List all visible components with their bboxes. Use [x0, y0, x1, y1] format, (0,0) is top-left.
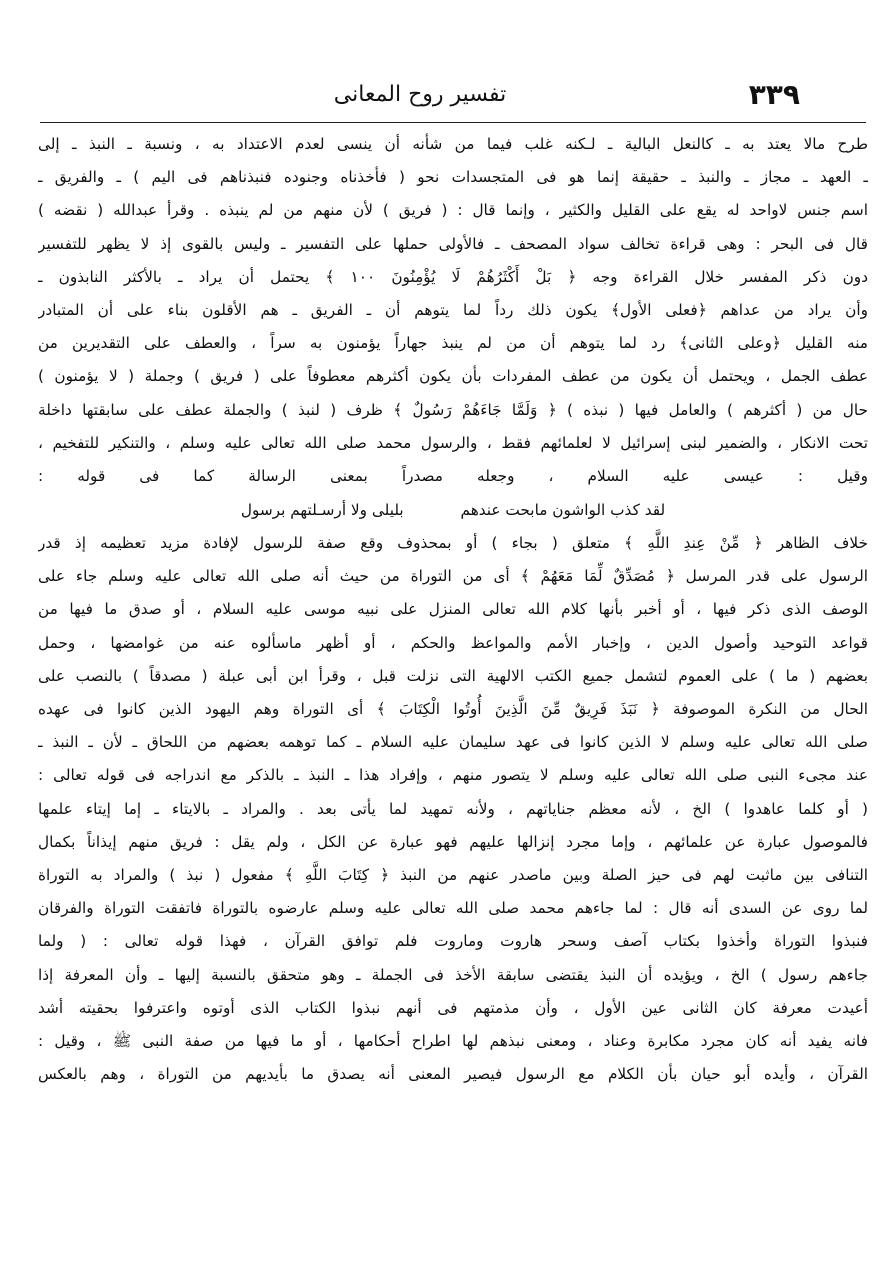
- text-line: بعضهم ( ما ) على العموم لتشمل جميع الكتب الالهية التى نزلت قبل ، وقرأ ابن أبى عبلة ( مصدقاً ) بالنصب على: [38, 666, 868, 685]
- text-line: خلاف الظاهر ﴿ مِّنْ عِندِ اللَّهِ ﴾ متعلق ( بجاء ) أو بمحذوف وقع صفة للرسول لإفادة مزيد تعظيمه إذ قدر: [38, 534, 868, 553]
- text-line: الرسول على قدر المرسل ﴿ مُصَدِّقٌ لِّمَا مَعَهُمْ ﴾ أى من التوراة من حيث أنه صلى الله تعالى عليه وسلم جاء على: [38, 567, 868, 586]
- text-line: قال فى البحر : وهى قراءة تخالف سواد المصحف ـ فالأولى حملها على التفسير ـ وليس بالقوى إذ لا يظهر للتفسير: [38, 234, 868, 253]
- text-line: الحال من النكرة الموصوفة ﴿ نَبَذَ فَرِيقٌ مِّنَ الَّذِينَ أُوتُوا الْكِتَابَ ﴾ أى التوراة وهم اليهود الذين كانوا فى عهده: [38, 700, 868, 718]
- text-line: صلى الله تعالى عليه وسلم لا الذين كانوا فى عهد سليمان عليه السلام ـ كما توهمه بعضهم من اللحاق ـ لأن ـ النبذ ـ: [38, 733, 868, 752]
- text-line: فانه يفيد أنه كان مجرد مكابرة وعناد ، ومعنى نبذهم لها اطراح أحكامها ، أو ما فيها من صفة النبى ﷺ ، وقيل :: [38, 1031, 868, 1050]
- text-line: منه القليل ﴿وعلى الثانى﴾ رد لما يتوهم أن من لم ينبذ جهاراً يؤمنون به سراً ، والعطف على التقديرين من: [38, 334, 868, 353]
- text-line: دون ذكر المفسر خلال القراءة وجه ﴿ بَلْ أَكْثَرُهُمْ لَا يُؤْمِنُونَ ١٠٠ ﴾ يحتمل أن يراد ـ بالأكثر النابذون ـ: [38, 267, 868, 286]
- text-line: جاءهم رسول ) الخ ، ويؤيده أن النبذ يقتضى سابقة الأخذ فى الجملة ـ وهو متحقق بالنسبة إليها ـ وأن المعرفة إذا: [38, 965, 868, 984]
- running-title: تفسير روح المعانى: [333, 82, 507, 107]
- header-rule: [40, 122, 866, 123]
- text-line: تحت الانكار ، والضمير لبنى إسرائيل لا لعلمائهم فقط ، والرسول محمد صلى الله تعالى عليه وسلم ، والتنكير للتفخيم ،: [38, 433, 868, 452]
- text-line: ـ العهد ـ مجاز ـ والنبذ ـ حقيقة إنما هو فى المتجسدات نحو ( فأخذناه وجنوده فنبذناهم فى اليم ) ـ والفريق ـ: [38, 168, 868, 187]
- text-line: وأن يراد من عداهم ﴿فعلى الأول﴾ يكون ذلك رداً لما يتوهم أن ـ الفريق ـ هم الأقلون بناء على أن المتبادر: [38, 300, 868, 319]
- text-line: عطف الجمل ، ويحتمل أن يكون من عطف المفردات بأن يكون أكثرهم معطوفاً على ( فريق ) وجملة ( لا يؤمنون ): [38, 367, 868, 386]
- text-line: فالموصول عبارة عن علمائهم ، وإما مجرد إنزالها عليهم فهو عبارة عن الكل ، ولم يقل : فريق منهم إيذاناً بكمال: [38, 832, 868, 851]
- text-line: التنافى بين ماثبت لهم فى حيز الصلة وبين ماصدر عنهم من النبذ ﴿ كِتَابَ اللَّهِ ﴾ مفعول ( نبذ ) والمراد به التوراة: [38, 865, 868, 884]
- verse-second-hemistich: بليلى ولا أرسـلتهم برسول: [240, 501, 404, 520]
- page-header: [40, 78, 800, 122]
- text-line: أعيدت معرفة كان الثانى عين الأول ، وأن مذمتهم فى أنهم نبذوا الكتاب الذى أوتوه واعترفوا بحقيته أشد: [38, 998, 868, 1017]
- page-body: [38, 128, 868, 1091]
- text-line: حال من ( أكثرهم ) والعامل فيها ( نبذه ) ﴿ وَلَمَّا جَاءَهُمْ رَسُولٌ ﴾ ظرف ( لنبذ ) والجملة عطف على سابقتها داخلة: [38, 400, 868, 419]
- text-line: وقيل : عيسى عليه السلام ، وجعله مصدراً بمعنى الرسالة كما فى قوله :: [38, 466, 868, 485]
- text-line: طرح مالا يعتد به ـ كالنعل البالية ـ لـكنه غلب فيما من شأنه أن ينسى لعدم الاعتداد به ، ونسبة ـ النبذ ـ إلى: [38, 135, 868, 153]
- verse-first-hemistich: لقد كذب الواشون مابحت عندهم: [460, 501, 666, 520]
- text-line: ( أو كلما عاهدوا ) الخ ، لأنه معظم جناياتهم ، ولأنه تمهيد لما يأتى بعد . والمراد ـ بالايتاء ـ إما إيتاء علمها: [38, 799, 868, 818]
- text-line: القرآن ، وأيده أبو حيان بأن الكلام مع الرسول فيصير المعنى أنه يصدق ما بأيديهم من التوراة ، وهم بالعكس: [38, 1065, 868, 1084]
- poetry-verse: [38, 493, 868, 527]
- text-line: فنبذوا التوراة وأخذوا بكتاب آصف وسحر هاروت وماروت فلم توافق القرآن ، فهذا قوله تعالى : ( ولما: [38, 932, 868, 951]
- text-line: لما روى عن السدى أنه قال : لما جاءهم محمد صلى الله تعالى عليه وسلم عارضوه بالتوراة فاتفقت التوراة والفرقان: [38, 899, 868, 918]
- text-line: عند مجىء النبى صلى الله تعالى عليه وسلم لا يتصور منهم ، وإفراد هذا ـ النبذ ـ بالذكر مع اندراجه فى قوله تعالى :: [38, 766, 868, 785]
- page-number: ٣٣٩: [748, 78, 800, 111]
- text-line: قواعد التوحيد وأصول الدين ، وإخبار الأمم والمواعظ والحكم ، أو أظهر ماسألوه عنه من غوامضها ، وحمل: [38, 633, 868, 652]
- text-line: اسم جنس لاواحد له يقع على القليل والكثير ، وإنما قال : ( فريق ) لأن منهم من لم ينبذه . وقرأ عبدالله ( نقضه ): [38, 201, 868, 220]
- text-line: الوصف الذى ذكر فيها ، أو أخبر بأنها كلام الله تعالى المنزل على نبيه موسى عليه السلام ، أو صدق ما فيها من: [38, 600, 868, 619]
